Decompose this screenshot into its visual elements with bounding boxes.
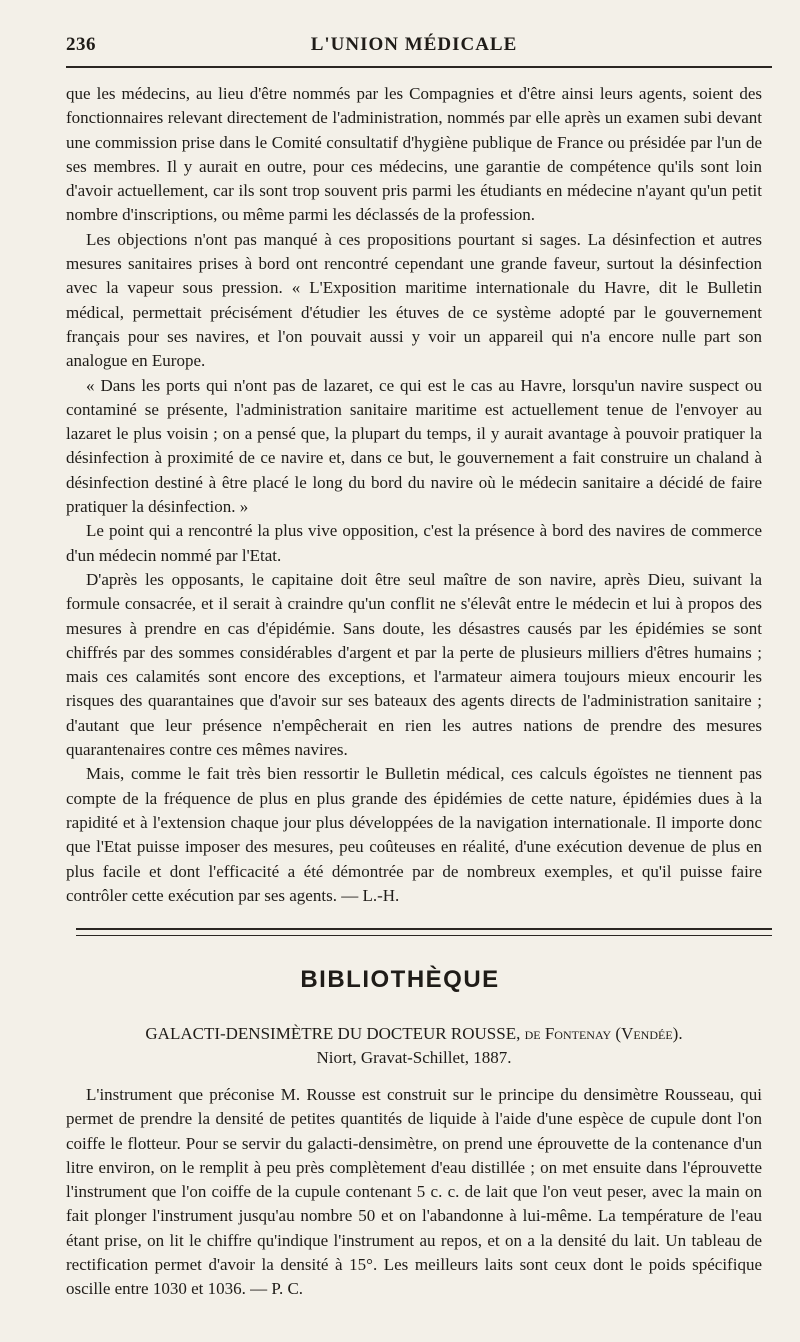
article-body xyxy=(66,82,762,908)
running-title: L'UNION MÉDICALE xyxy=(310,34,518,55)
header-rule xyxy=(66,66,772,68)
article-paragraph: que les médecins, au lieu d'être nommés par les Compagnies et d'être ainsi leurs agents, soient des fonctionnaires relevant directement de l'administration, nommés par elle après un examen subi devant une commission prise dans le Comité consultatif d'hygiène publique de France ou présidée par l'un de ses membres. Il y aurait en outre, pour ces médecins, une garantie de compétence qu'ils sont loin d'avoir actuellement, car ils sont trop souvent pris parmi les étudiants en médecine n'ayant qu'un petit nombre d'inscriptions, ou même parmi les déclassés de la profession. xyxy=(66,84,762,225)
review-paragraph: L'instrument que préconise M. Rousse est construit sur le principe du densimètre Rousseau, qui permet de prendre la densité de petites quantités de liquide à l'aide d'une espèce de cupule dont l'on coiffe le flotteur. Pour se servir du galacti-densimètre, on prend une éprouvette de la contenance d'un litre environ, on le remplit à peu près complètement d'eau distillée ; on met ensuite dans l'éprouvette l'instrument que l'on coiffe de la cupule contenant 5 c. c. de lait que l'on veut peser, avec la main on fait plonger l'instrument jusqu'au nombre 50 et on l'abandonne à lui-même. La température de l'eau étant prise, on lit le chiffre qu'indique l'instrument au repos, et on a la densité du lait. Un tableau de rectification permet d'avoir la densité à 15°. Les meilleurs laits sont ceux dont le poids spécifique oscille entre 1030 et 1036. — P. C. xyxy=(66,1085,762,1299)
section-title: BIBLIOTHÈQUE xyxy=(300,966,500,993)
article-paragraph: Mais, comme le fait très bien ressortir le Bulletin médical, ces calculs égoïstes ne tiennent pas compte de la fréquence de plus en plus grande des épidémies de cette nature, épidémies dues à la rapidité et à l'extension chaque jour plus développées de la navigation internationale. Il importe donc que l'Etat puisse imposer des mesures, peu coûteuses en réalité, d'une exécution devenue de plus en plus facile et dont l'efficacité a été démontrée par de nombreux exemples, et qu'il puisse faire contrôler cette exécution par ses agents. — L.-H. xyxy=(66,764,762,905)
review-heading xyxy=(66,1022,762,1070)
article-paragraph: Les objections n'ont pas manqué à ces propositions pourtant si sages. La désinfection et autres mesures sanitaires prises à bord ont rencontré cependant une grande faveur, surtout la désinfection avec la vapeur sous pression. « L'Exposition maritime internationale du Havre, dit le Bulletin médical, permettait précisément d'étudier les étuves de ce système adopté par le gouvernement français pour ses navires, et l'on pouvait aussi y voir un appareil qui n'a encore nulle part son analogue en Europe. xyxy=(66,229,762,371)
page-number: 236 xyxy=(66,34,96,55)
review-body xyxy=(66,1083,762,1302)
article-paragraph: Le point qui a rencontré la plus vive opposition, c'est la présence à bord des navires de commerce d'un médecin nommé par l'Etat. xyxy=(66,521,762,565)
review-publisher: Niort, Gravat-Schillet, 1887. xyxy=(316,1048,512,1067)
review-title: GALACTI-DENSIMÈTRE DU DOCTEUR ROUSSE, de Fontenay (Vendée). xyxy=(145,1024,683,1043)
article-paragraph: D'après les opposants, le capitaine doit être seul maître de son navire, après Dieu, suivant la formule consacrée, et il serait à craindre qu'un conflit ne s'élevât entre le médecin et lui à propos des mesures à prendre en cas d'épidémie. Sans doute, les désastres causés par les épidémies se sont chiffrés par des sommes considérables d'argent et par la perte de plusieurs milliers d'êtres humains ; mais ces calamités sont encore des exceptions, et l'armateur aimera toujours mieux encourir les risques des quarantaines que d'avoir sur ses bateaux des agents directs de l'administration sanitaire ; d'autant que leur présence n'empêcherait en rien les autres nations de prendre des mesures quarantenaires contre ces mêmes navires. xyxy=(66,569,762,760)
section-divider xyxy=(76,928,772,936)
article-paragraph: « Dans les ports qui n'ont pas de lazaret, ce qui est le cas au Havre, lorsqu'un navire suspect ou contaminé se présente, l'administration sanitaire maritime est actuellement tenue de l'envoyer au lazaret le plus voisin ; on a pensé que, la plupart du temps, il y aurait avantage à pouvoir pratiquer la désinfection à proximité de ce navire et, dans ce but, le gouvernement a fait construire un chaland à désinfection destiné à être placé le long du bord du navire où le médecin sanitaire a décidé de faire pratiquer la désinfection. » xyxy=(66,375,762,517)
page-header xyxy=(66,34,762,60)
